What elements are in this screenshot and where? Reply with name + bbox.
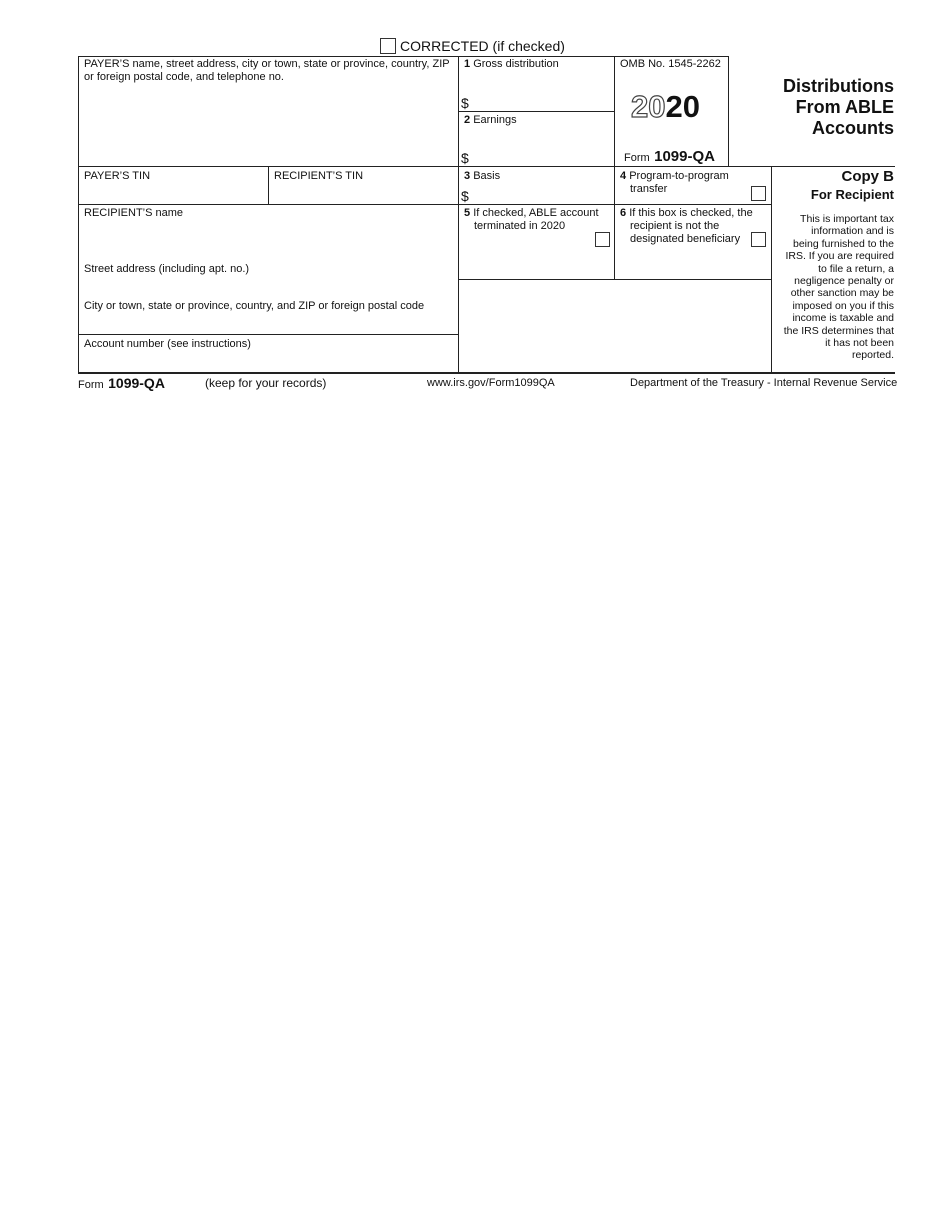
street-address-label: Street address (including apt. no.) xyxy=(84,263,250,275)
box1-label: 1 Gross distribution xyxy=(464,58,559,70)
payer-name-label: PAYER’S name, street address, city or town, state or province, country, ZIP or foreign postal code, and telephone no. xyxy=(84,58,450,83)
box4-program-transfer-checkbox[interactable] xyxy=(751,186,766,201)
city-state-zip-label: City or town, state or province, country, and ZIP or foreign postal code xyxy=(84,300,425,312)
box6-label: 6 If this box is checked, the recipient is not the designated beneficiary xyxy=(620,207,753,245)
copy-b-subheading: For Recipient xyxy=(810,187,894,202)
recipient-tin-field[interactable] xyxy=(270,184,456,202)
box4-label: 4 Program-to-program transfer xyxy=(620,170,729,195)
box6-not-designated-beneficiary-checkbox[interactable] xyxy=(751,232,766,247)
recipient-name-field[interactable] xyxy=(80,222,456,260)
city-state-zip-field[interactable] xyxy=(80,315,456,333)
omb-number: OMB No. 1545-2262 xyxy=(620,58,721,70)
box2-earnings-field[interactable] xyxy=(470,145,610,165)
account-number-field[interactable] xyxy=(80,352,456,370)
box2-label: 2 Earnings xyxy=(464,114,517,126)
street-address-field[interactable] xyxy=(80,278,456,298)
footer-form-id: Form 1099-QA xyxy=(78,375,165,391)
recipient-name-label: RECIPIENT’S name xyxy=(84,207,184,219)
copy-b-heading: Copy B xyxy=(841,168,894,185)
footer-department: Department of the Treasury - Internal Revenue Service xyxy=(630,377,898,389)
box3-dollar-sign: $ xyxy=(461,188,469,204)
payer-name-field[interactable] xyxy=(80,88,456,164)
corrected-label: CORRECTED (if checked) xyxy=(400,38,565,54)
recipient-tin-label: RECIPIENT’S TIN xyxy=(274,170,364,182)
box5-label: 5 If checked, ABLE account terminated in 2020 xyxy=(464,207,599,232)
corrected-checkbox[interactable] xyxy=(380,38,396,54)
payer-tin-label: PAYER’S TIN xyxy=(84,170,151,182)
important-tax-notice: This is important tax information and is being furnished to the IRS. If you are required to file a return, a negligence penalty or other sanction may be imposed on you if this income is taxable and the IRS determines that it has not been reported. xyxy=(783,213,894,362)
tax-year: 2020 xyxy=(631,89,700,124)
account-number-label: Account number (see instructions) xyxy=(84,338,251,350)
box3-basis-field[interactable] xyxy=(470,184,610,202)
form-id-label: Form 1099-QA xyxy=(624,148,715,165)
box1-dollar-sign: $ xyxy=(461,95,469,111)
box5-account-terminated-checkbox[interactable] xyxy=(595,232,610,247)
form-title: Distributions From ABLE Accounts xyxy=(783,76,894,138)
box1-gross-distribution-field[interactable] xyxy=(470,90,610,110)
footer-keep-note: (keep for your records) xyxy=(205,376,327,390)
payer-tin-field[interactable] xyxy=(80,184,266,202)
box2-dollar-sign: $ xyxy=(461,150,469,166)
box3-label: 3 Basis xyxy=(464,170,501,182)
footer-url: www.irs.gov/Form1099QA xyxy=(427,377,555,389)
